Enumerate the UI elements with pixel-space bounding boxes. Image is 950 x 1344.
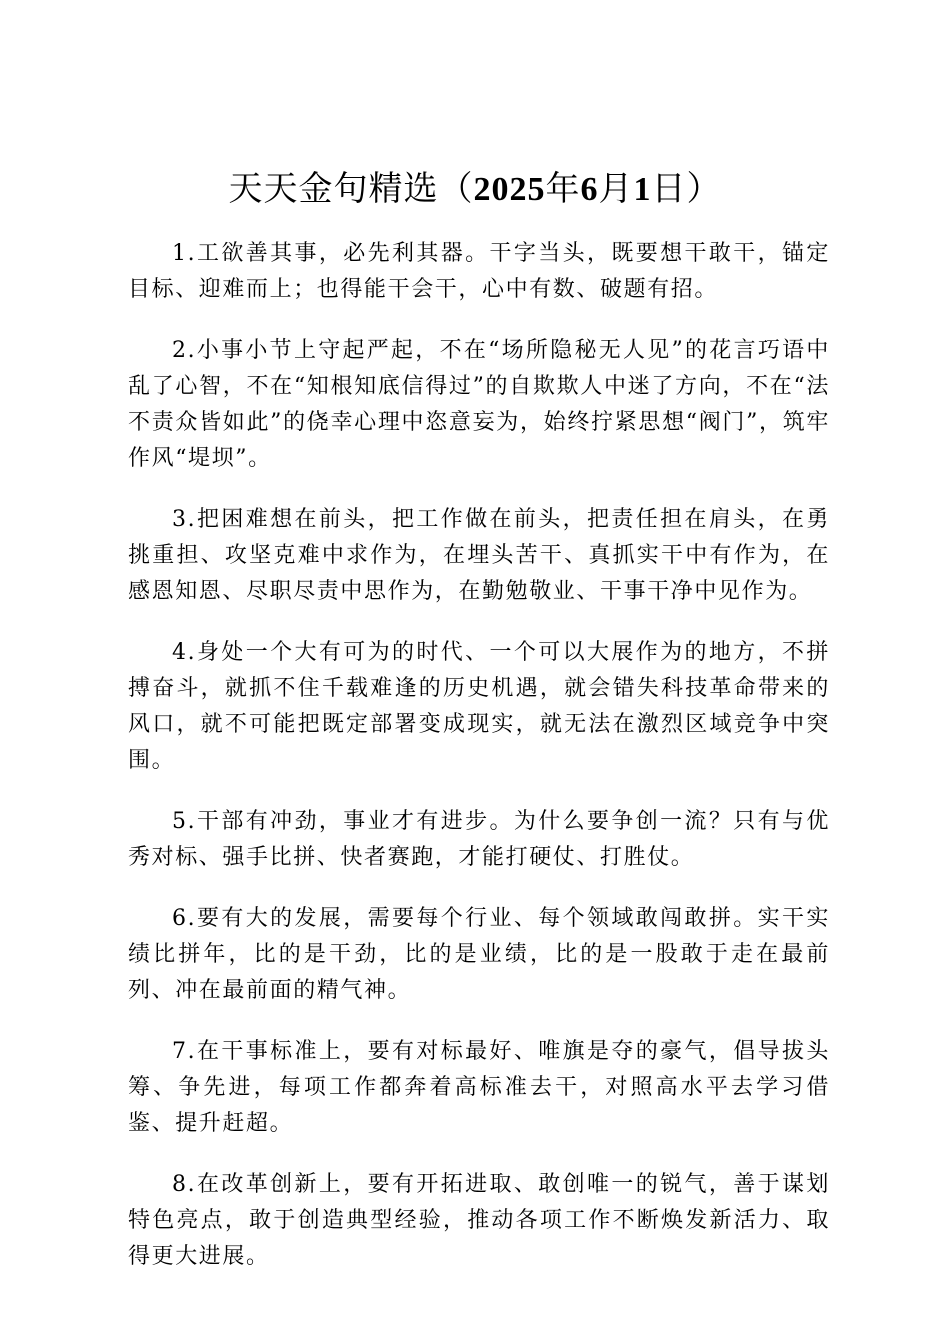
title-day-unit: 日）: [651, 171, 722, 208]
quote-paragraph-3: 3.把困难想在前头，把工作做在前头，把责任担在肩头，在勇挑重担、攻坚克难中求作为，在埋头苦干、真抓实干中有作为，在感恩知恩、尽职尽责中思作为，在勤勉敬业、干事干净中见作为。: [128, 507, 830, 604]
quote-list: [128, 236, 830, 1300]
quote-paragraph-4: 4.身处一个大有可为的时代、一个可以大展作为的地方，不拼搏奋斗，就抓不住千载难逢的历史机遇，就会错失科技革命带来的风口，就不可能把既定部署变成现实，就无法在激烈区域竞争中突围。: [128, 640, 830, 773]
title-day: 1: [633, 171, 652, 208]
quote-paragraph-1: 1.工欲善其事，必先利其器。干字当头，既要想干敢干，锚定目标、迎难而上；也得能干会干，心中有数、破题有招。: [128, 241, 830, 302]
title-year-unit: 年: [545, 171, 581, 208]
quote-paragraph-2: 2.小事小节上守起严起，不在“场所隐秘无人见”的花言巧语中乱了心智，不在“知根知底信得过”的自欺欺人中迷了方向，不在“法不责众皆如此”的侥幸心理中恣意妄为，始终拧紧思想“阀门”，筑牢作风“堤坝”。: [128, 338, 830, 471]
quote-paragraph-5: 5.干部有冲劲，事业才有进步。为什么要争创一流？只有与优秀对标、强手比拼、快者赛跑，才能打硬仗、打胜仗。: [128, 809, 830, 870]
title-year: 2025: [473, 171, 546, 208]
quote-paragraph-8: 8.在改革创新上，要有开拓进取、敢创唯一的锐气，善于谋划特色亮点，敢于创造典型经验，推动各项工作不断焕发新活力、取得更大进展。: [128, 1172, 830, 1269]
title-month-unit: 月: [598, 171, 634, 208]
quote-paragraph-7: 7.在干事标准上，要有对标最好、唯旗是夺的豪气，倡导拔头筹、争先进，每项工作都奔着高标准去干，对照高水平去学习借鉴、提升赶超。: [128, 1039, 830, 1136]
title-prefix: 天天金句精选（: [228, 171, 474, 208]
page-title: [0, 160, 950, 220]
title-month: 6: [580, 171, 599, 208]
quote-paragraph-6: 6.要有大的发展，需要每个行业、每个领域敢闯敢拼。实干实绩比拼年，比的是干劲，比的是业绩，比的是一股敢于走在最前列、冲在最前面的精气神。: [128, 906, 830, 1003]
